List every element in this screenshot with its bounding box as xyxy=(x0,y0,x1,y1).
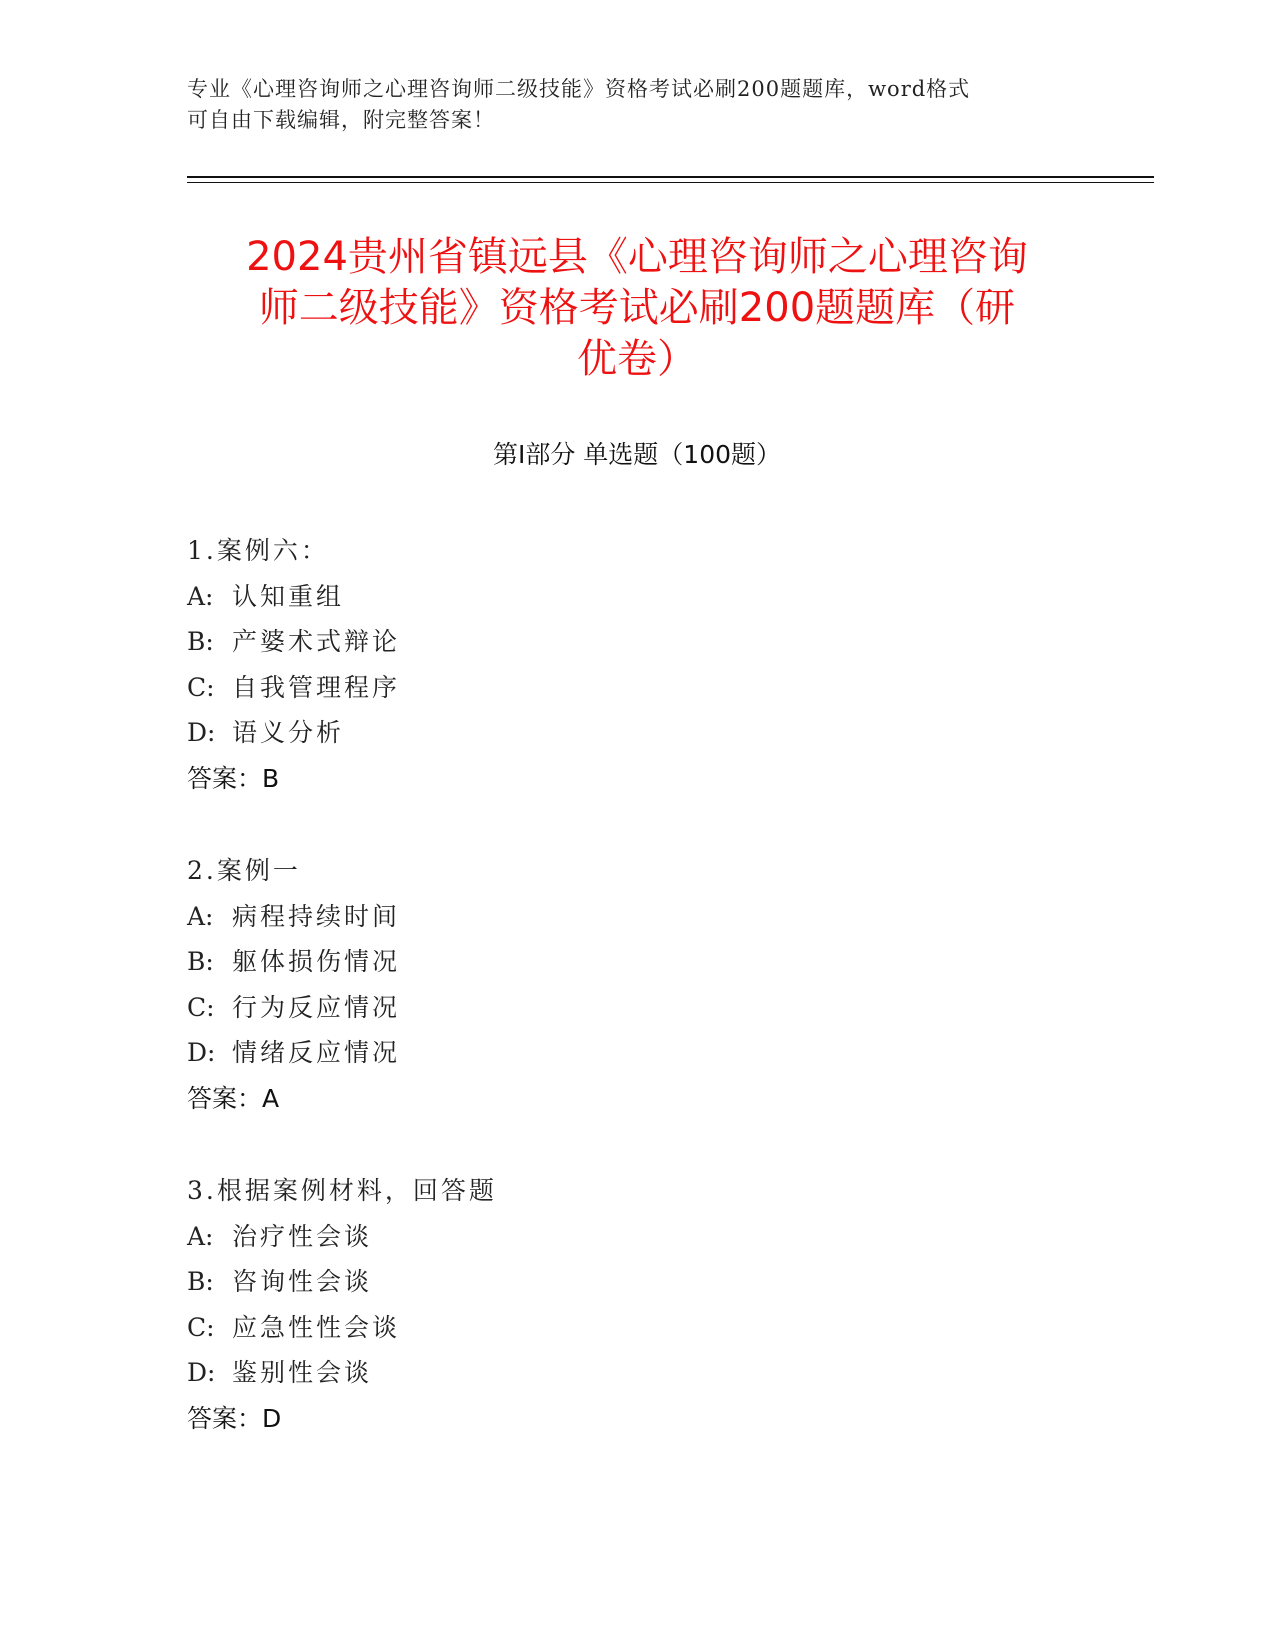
option-d xyxy=(187,1350,1087,1396)
question-3 xyxy=(187,1168,1087,1441)
option-letter: D: xyxy=(187,1358,216,1387)
question-stem: 3.根据案例材料，回答题 xyxy=(187,1176,497,1205)
option-a xyxy=(187,894,1087,940)
option-text: 治疗性会谈 xyxy=(232,1221,373,1251)
option-letter: D: xyxy=(187,1038,216,1067)
option-letter: B: xyxy=(187,1267,214,1296)
option-text: 鉴别性会谈 xyxy=(232,1358,373,1387)
question-2 xyxy=(187,848,1087,1121)
option-text: 应急性性会谈 xyxy=(232,1312,401,1342)
document-title xyxy=(187,232,1087,385)
question-stem: 2.案例一 xyxy=(187,856,301,885)
question-list xyxy=(187,528,1087,1488)
option-a xyxy=(187,1214,1087,1260)
option-c xyxy=(187,985,1087,1031)
option-letter: A: xyxy=(187,901,214,931)
option-letter: C: xyxy=(187,672,215,702)
answer: 答案：A xyxy=(187,1083,280,1113)
answer: 答案：B xyxy=(187,763,280,793)
option-b xyxy=(187,1259,1087,1305)
option-text: 躯体损伤情况 xyxy=(232,947,401,976)
option-d xyxy=(187,710,1087,756)
option-letter: C: xyxy=(187,992,215,1022)
option-letter: B: xyxy=(187,947,214,976)
section-title: 第Ⅰ部分 单选题（100题） xyxy=(492,440,782,469)
option-c xyxy=(187,1305,1087,1351)
option-letter: C: xyxy=(187,1312,215,1342)
header-divider-thick xyxy=(187,176,1154,178)
option-letter: A: xyxy=(187,1221,214,1251)
option-text: 认知重组 xyxy=(232,581,345,611)
document-title-line-2: 师二级技能》资格考试必刷200题题库（研 xyxy=(258,285,1016,331)
option-text: 语义分析 xyxy=(232,718,345,747)
question-1 xyxy=(187,528,1087,801)
option-b xyxy=(187,939,1087,985)
document-title-line-1: 2024贵州省镇远县《心理咨询师之心理咨询 xyxy=(246,234,1028,280)
option-c xyxy=(187,665,1087,711)
question-stem: 1.案例六： xyxy=(187,536,329,565)
option-d xyxy=(187,1030,1087,1076)
option-text: 自我管理程序 xyxy=(232,672,401,702)
header-divider-thin xyxy=(187,182,1154,183)
option-b xyxy=(187,619,1087,665)
option-text: 病程持续时间 xyxy=(232,901,401,931)
answer: 答案：D xyxy=(187,1403,282,1433)
option-letter: A: xyxy=(187,581,214,611)
option-letter: D: xyxy=(187,718,216,747)
document-title-line-3: 优卷） xyxy=(577,336,697,382)
option-text: 情绪反应情况 xyxy=(232,1038,401,1067)
option-text: 行为反应情况 xyxy=(232,992,401,1022)
option-text: 咨询性会谈 xyxy=(232,1267,373,1296)
option-a xyxy=(187,574,1087,620)
document-header-note xyxy=(187,74,1087,136)
header-note-line-1: 专业《心理咨询师之心理咨询师二级技能》资格考试必刷200题题库，word格式 xyxy=(187,77,971,101)
header-note-line-2: 可自由下载编辑，附完整答案！ xyxy=(187,108,495,132)
option-text: 产婆术式辩论 xyxy=(232,627,401,656)
option-letter: B: xyxy=(187,627,214,656)
